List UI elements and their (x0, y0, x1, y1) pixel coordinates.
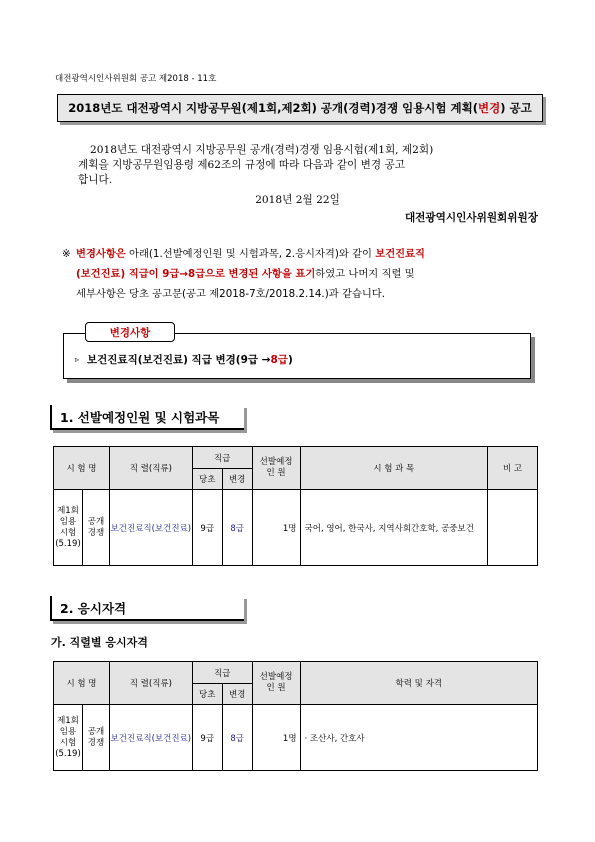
header-exam-name: 시 험 명 (54, 662, 110, 705)
notice-red-3: (보건진료) 직급이 9급→8급으로 변경된 사항을 표기 (76, 268, 316, 280)
cell-type: 공개 경쟁 (82, 705, 109, 771)
page-title (57, 94, 543, 122)
header-grade: 직급 (192, 662, 252, 684)
table-row (54, 490, 538, 566)
header-grade-orig: 당초 (192, 684, 222, 705)
cell-qualification: · 조산사, 간호사 (300, 705, 537, 771)
cell-grade-orig: 9급 (192, 705, 222, 771)
notice-line-3: 세부사항은 당초 공고문(공고 제2018-7호/2018.2.14.)과 같습니다. (76, 288, 386, 300)
section-1-heading (50, 405, 244, 430)
change-highlight: 8급 (270, 354, 288, 366)
title-part1: 2018년도 대전광역시 지방공무원(제1회,제2회) 공개(경력)경쟁 임용시험 계획( (68, 101, 479, 115)
cell-exam: 제1회 임용 시험 (5.19) (54, 705, 83, 771)
notice-paragraph (62, 244, 540, 304)
cell-grade-orig: 9급 (192, 490, 222, 566)
cell-grade-changed: 8급 (222, 490, 252, 566)
intro-paragraph (78, 143, 538, 188)
issuer: 대전광역시인사위원회위원장 (404, 212, 538, 224)
section-2-title: 2. 응시자격 (60, 600, 127, 616)
notice-red-2: 보건진료직 (375, 248, 425, 260)
header-qualification: 학력 및 자격 (300, 662, 537, 705)
header-planned: 선발예정 인 원 (252, 662, 300, 705)
cell-series: 보건진료직(보건진료) (109, 490, 192, 566)
notice-text-1: 아래(1.선발예정인원 및 시험과목, 2.응시자격)와 같이 (125, 248, 376, 260)
header-grade-changed: 변경 (222, 469, 252, 490)
header-grade-orig: 당초 (192, 469, 222, 490)
header-exam-name: 시 험 명 (54, 447, 110, 490)
header-subjects: 시 험 과 목 (300, 447, 488, 490)
header-grade: 직급 (192, 447, 252, 469)
cell-grade-changed: 8급 (222, 705, 252, 771)
cell-type: 공개 경쟁 (82, 490, 109, 566)
cell-series: 보건진료직(보건진료) (109, 705, 192, 771)
title-part2: ) 공고 (500, 101, 532, 115)
title-highlight: 변경 (478, 101, 501, 115)
change-text: 보건진료직(보건진료) 직급 변경(9급 → (87, 354, 271, 366)
document-number: 대전광역시인사위원회 공고 제2018 - 11호 (55, 74, 217, 84)
cell-exam: 제1회 임용 시험 (5.19) (54, 490, 83, 566)
notice-red-1: 변경사항은 (76, 248, 126, 260)
header-series: 직 렬(직류) (109, 447, 192, 490)
intro-line-3: 합니다. (78, 174, 113, 186)
notice-mark: ※ (62, 248, 71, 260)
cell-remarks (488, 490, 538, 566)
table-row (54, 705, 538, 771)
intro-line-2: 계획을 지방공무원임용령 제62조의 규정에 따라 다음과 같이 변경 공고 (78, 159, 405, 171)
cell-planned: 1명 (252, 490, 300, 566)
header-planned: 선발예정 인 원 (252, 447, 300, 490)
announcement-date: 2018년 2월 22일 (255, 194, 340, 206)
header-remarks: 비 고 (488, 447, 538, 490)
section-2-subtitle: 가. 직렬별 응시자격 (51, 636, 148, 649)
header-grade-changed: 변경 (222, 684, 252, 705)
header-series: 직 렬(직류) (109, 662, 192, 705)
change-text-end: ) (287, 353, 293, 366)
selection-table (53, 446, 538, 566)
qualification-table (53, 661, 538, 771)
change-line (75, 352, 293, 367)
intro-line-1: 2018년도 대전광역시 지방공무원 공개(경력)경쟁 임용시험(제1회, 제2회) (90, 144, 434, 156)
notice-text-2: 하였고 나머지 직렬 및 (315, 268, 415, 280)
cell-planned: 1명 (252, 705, 300, 771)
section-2-heading (50, 596, 244, 621)
section-1-title: 1. 선발예정인원 및 시험과목 (60, 409, 220, 425)
change-tag: 변경사항 (85, 322, 175, 342)
cell-subjects: 국어, 영어, 한국사, 지역사회간호학, 공중보건 (300, 490, 488, 566)
bullet-icon: ▹ (75, 355, 80, 364)
